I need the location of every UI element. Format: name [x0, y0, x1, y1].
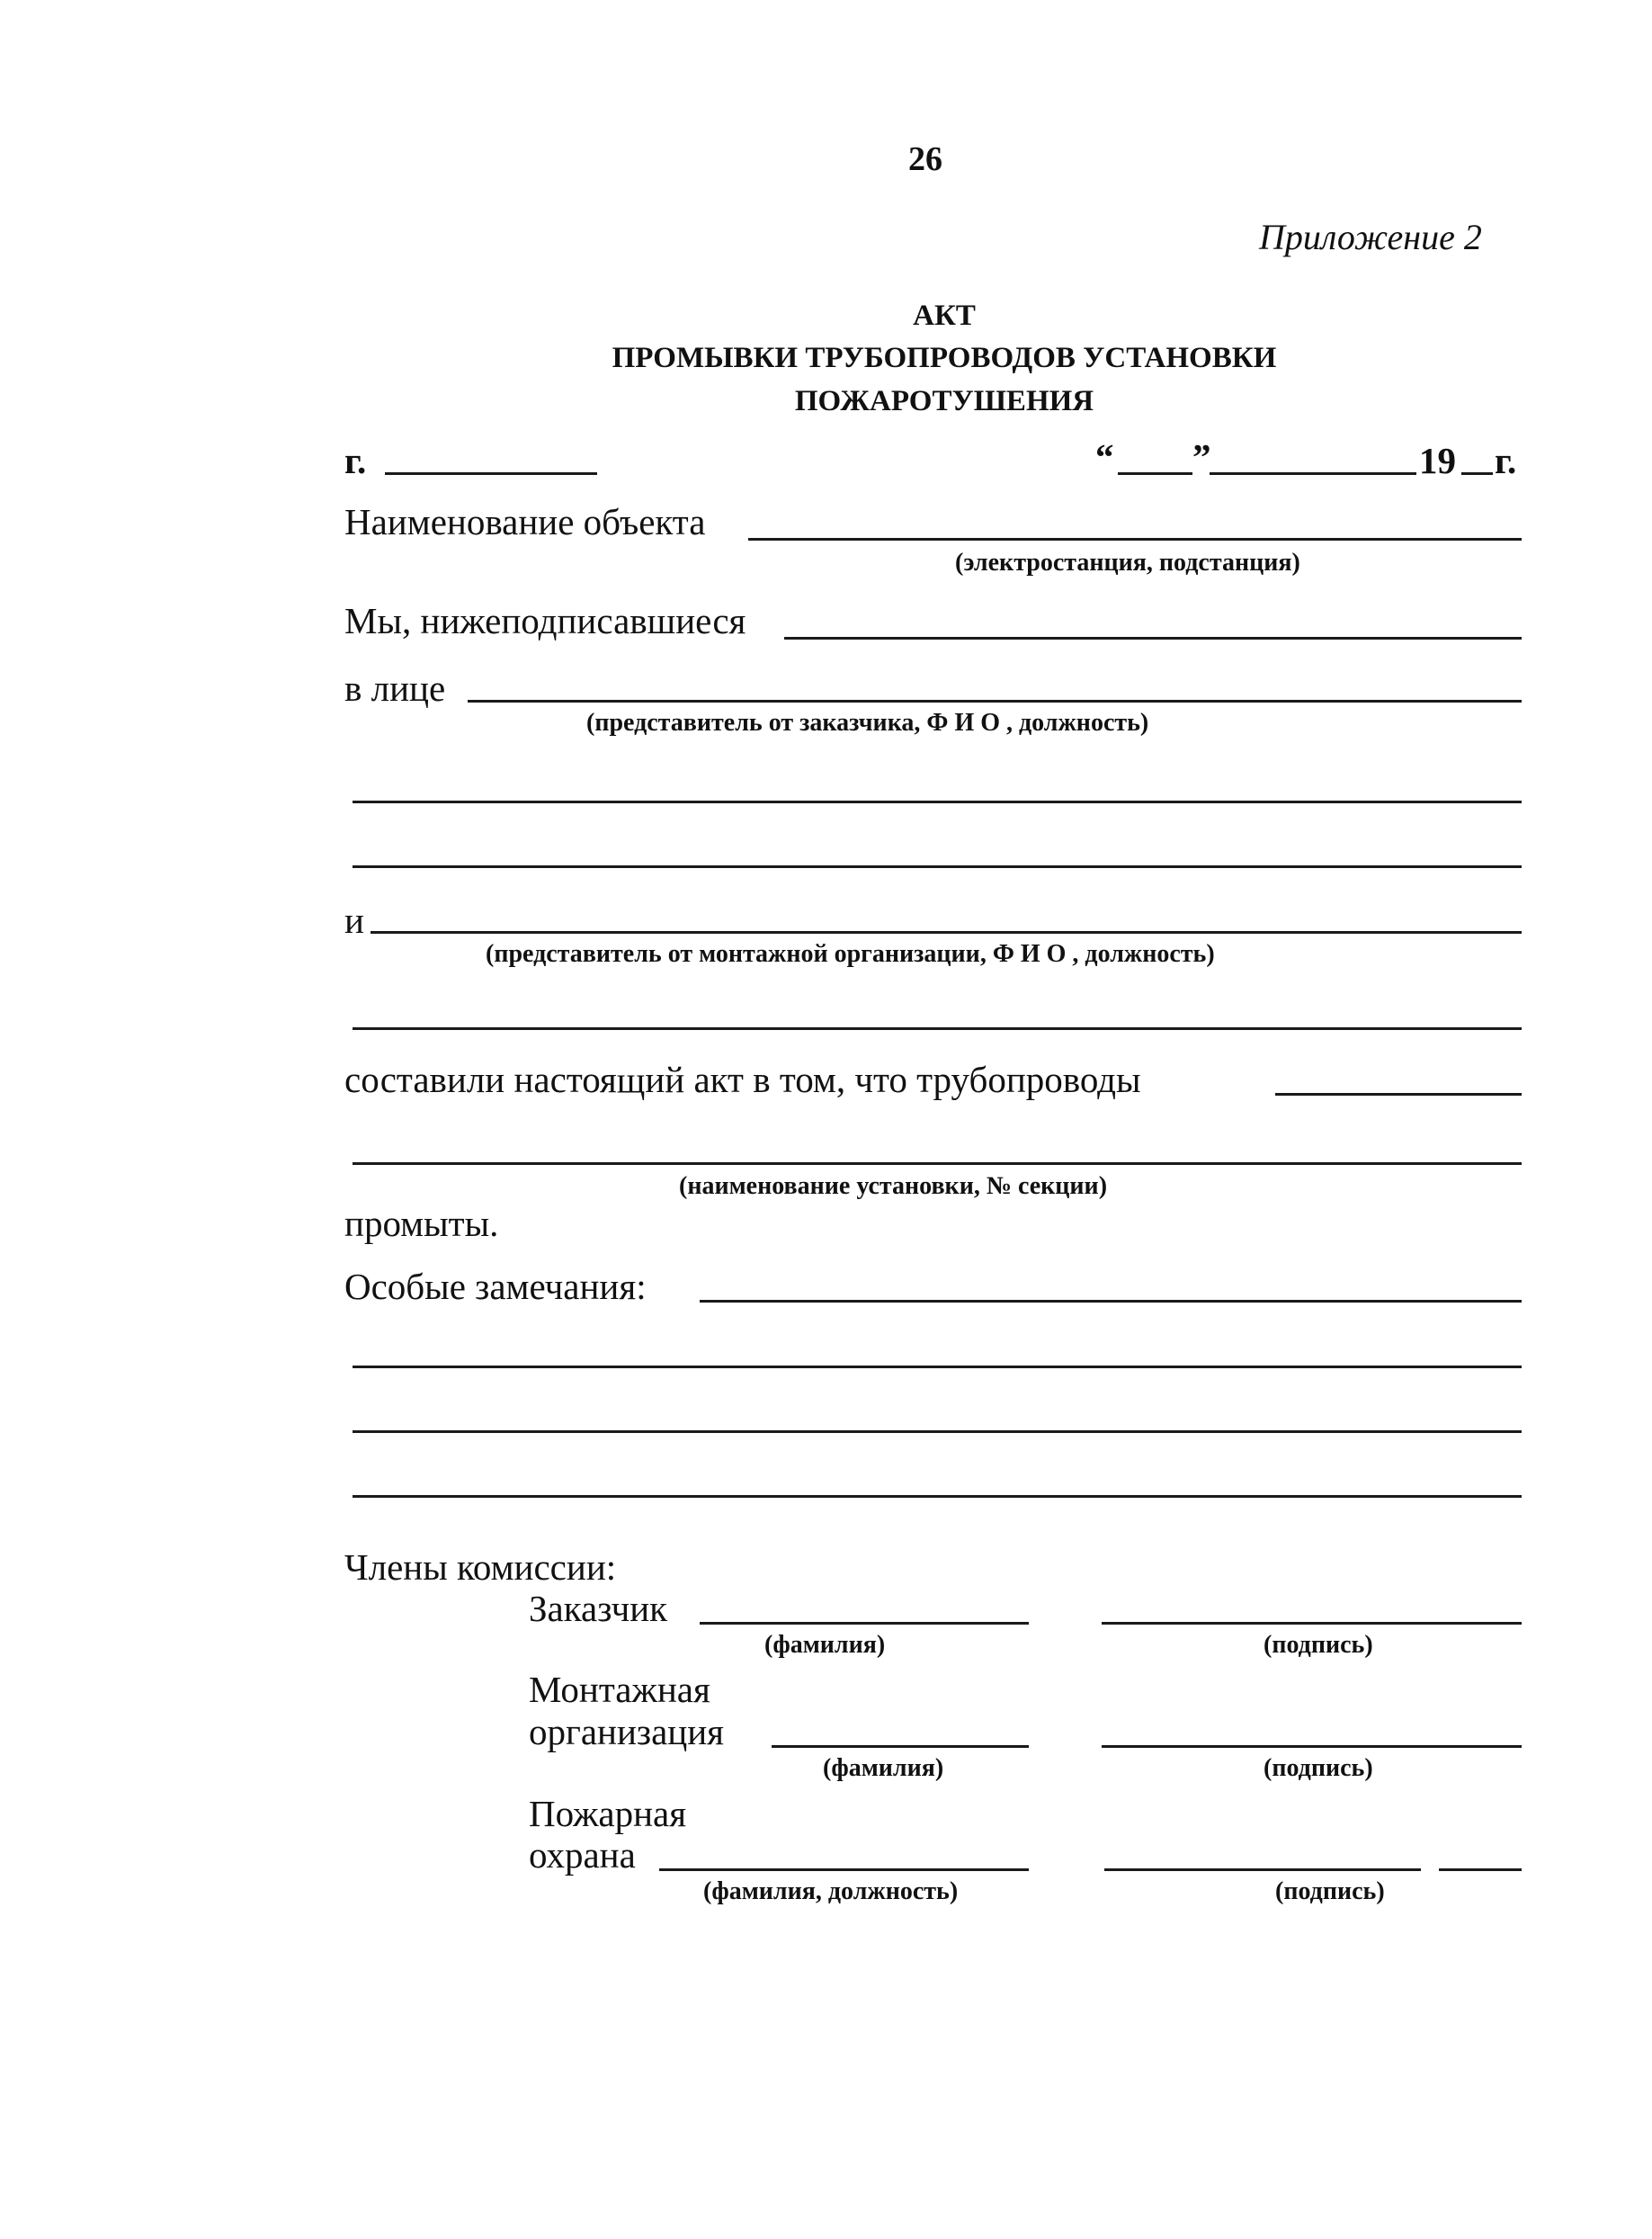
document-title-line2: ПРОМЫВКИ ТРУБОПРОВОДОВ УСТАНОВКИ	[612, 342, 1277, 374]
flushed-text: промыты.	[344, 1203, 499, 1244]
fire-signature-field[interactable]	[1104, 1868, 1421, 1871]
appendix-label: Приложение 2	[1259, 217, 1482, 257]
customer-label: Заказчик	[529, 1588, 668, 1629]
customer-surname-hint: (фамилия)	[764, 1631, 886, 1659]
date-day-field[interactable]	[1118, 472, 1192, 475]
installer-rep-field[interactable]	[371, 931, 1522, 934]
fire-label-2: охрана	[529, 1834, 636, 1876]
installer-label-2: организация	[529, 1711, 725, 1752]
undersigned-field[interactable]	[784, 637, 1522, 640]
object-hint: (электростанция, подстанция)	[955, 549, 1300, 577]
undersigned-label: Мы, нижеподписавшиеся	[344, 600, 746, 641]
remarks-field[interactable]	[700, 1300, 1522, 1303]
statement-text: составили настоящий акт в том, что трубопроводы	[344, 1059, 1141, 1100]
installer-signature-field[interactable]	[1102, 1745, 1522, 1748]
customer-rep-field-2[interactable]	[353, 801, 1522, 803]
installer-rep-field-2[interactable]	[353, 1027, 1522, 1030]
document-title-line3: ПОЖАРОТУШЕНИЯ	[794, 385, 1094, 417]
customer-signature-field[interactable]	[1102, 1622, 1522, 1625]
installer-surname-hint: (фамилия)	[823, 1754, 944, 1782]
fire-surname-field[interactable]	[659, 1868, 1029, 1871]
date-open-quote: “	[1095, 436, 1114, 478]
date-month-field[interactable]	[1210, 472, 1416, 475]
and-label: и	[344, 900, 364, 941]
remarks-label: Особые замечания:	[344, 1266, 647, 1307]
fire-surname-hint: (фамилия, должность)	[703, 1877, 959, 1905]
installer-rep-hint: (представитель от монтажной организации, Ф И О , должность)	[486, 940, 1215, 968]
customer-surname-field[interactable]	[700, 1622, 1029, 1625]
in-person-label: в лице	[344, 667, 446, 709]
installation-field[interactable]	[353, 1162, 1522, 1165]
object-field[interactable]	[748, 538, 1522, 541]
date-close-quote: ”	[1192, 436, 1211, 478]
remarks-field-2[interactable]	[353, 1366, 1522, 1368]
pipelines-field[interactable]	[1275, 1093, 1522, 1096]
customer-signature-hint: (подпись)	[1264, 1631, 1373, 1659]
date-year-field[interactable]	[1461, 472, 1493, 475]
customer-rep-field-3[interactable]	[353, 865, 1522, 868]
document-title: АКТ	[913, 300, 976, 332]
installer-label-1: Монтажная	[529, 1669, 710, 1710]
installer-signature-hint: (подпись)	[1264, 1754, 1373, 1782]
object-label: Наименование объекта	[344, 501, 706, 542]
fire-label-1: Пожарная	[529, 1793, 687, 1834]
city-field[interactable]	[385, 472, 597, 475]
date-year-suffix: г.	[1495, 440, 1517, 481]
installer-surname-field[interactable]	[772, 1745, 1029, 1748]
date-year-prefix: 19	[1419, 440, 1456, 481]
remarks-field-3[interactable]	[353, 1430, 1522, 1433]
city-prefix: г.	[344, 440, 367, 481]
page-number: 26	[908, 140, 942, 178]
fire-signature-hint: (подпись)	[1275, 1877, 1385, 1905]
customer-rep-hint: (представитель от заказчика, Ф И О , должность)	[586, 709, 1149, 737]
fire-signature-field-2[interactable]	[1439, 1868, 1522, 1871]
installation-hint: (наименование установки, № секции)	[679, 1172, 1108, 1200]
commission-heading: Члены комиссии:	[344, 1546, 617, 1588]
customer-rep-field[interactable]	[468, 700, 1522, 703]
remarks-field-4[interactable]	[353, 1495, 1522, 1498]
